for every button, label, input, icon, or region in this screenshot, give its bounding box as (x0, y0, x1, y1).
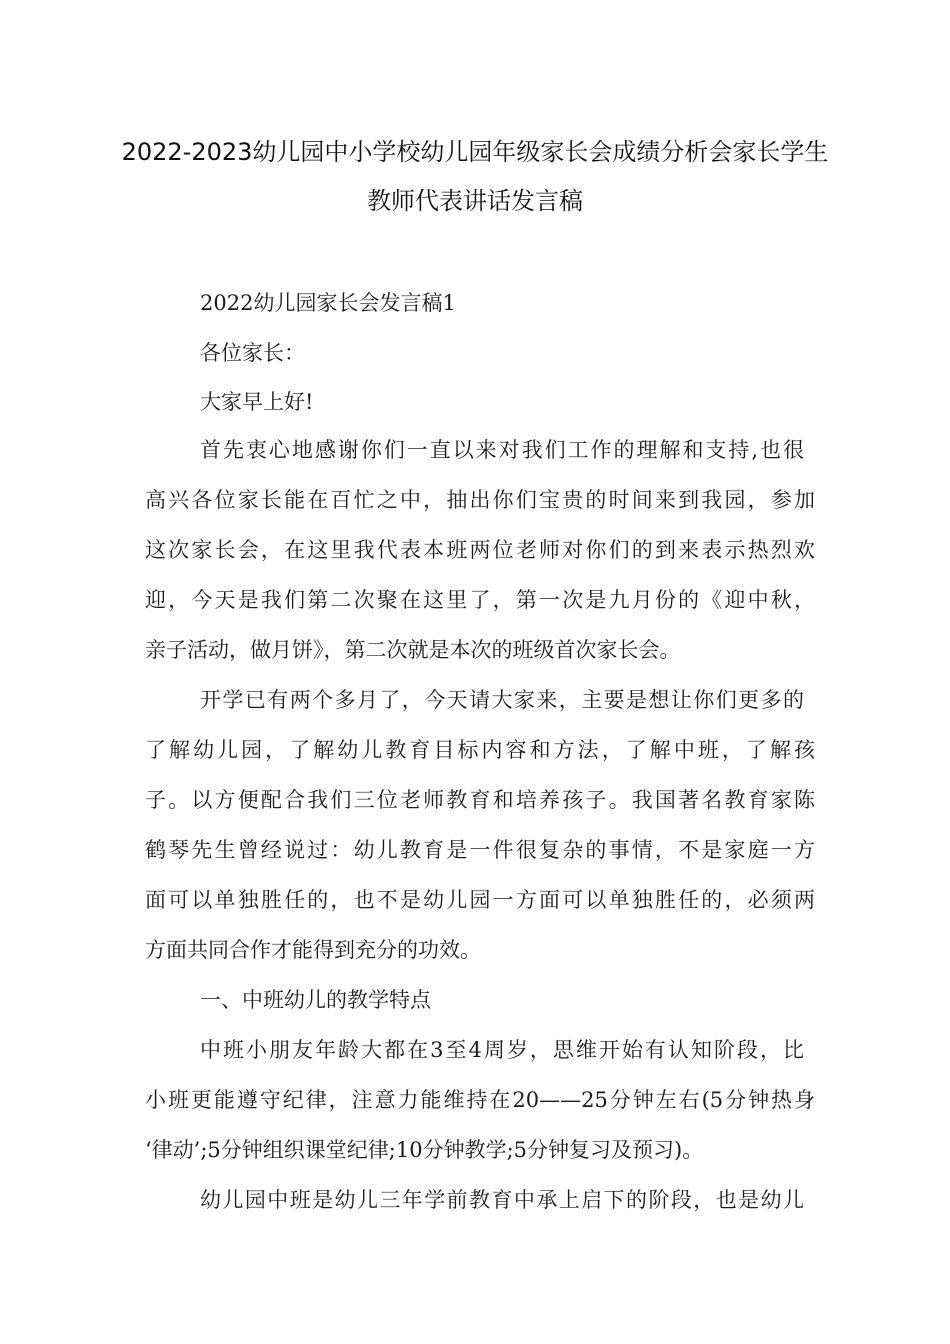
paragraph-3-line-3: ‘律动’;5分钟组织课堂纪律;10分钟教学;5分钟复习及预习)。 (145, 1138, 704, 1162)
paragraph-3-line-1: 中班小朋友年龄大都在3至4周岁，思维开始有认知阶段，比 (200, 1038, 804, 1062)
paragraph-2-line-2: 了解幼儿园，了解幼儿教育目标内容和方法，了解中班，了解孩 (145, 738, 815, 762)
section-heading: 2022幼儿园家长会发言稿1 (200, 291, 456, 315)
salutation: 各位家长： (200, 341, 305, 365)
paragraph-2-line-1: 开学已有两个多月了，今天请大家来，主要是想让你们更多的 (200, 688, 804, 712)
paragraph-1-line-5: 亲子活动，做月饼》，第二次就是本次的班级首次家长会。 (145, 638, 681, 662)
paragraph-4-line-1: 幼儿园中班是幼儿三年学前教育中承上启下的阶段，也是幼儿 (200, 1188, 804, 1212)
subheading: 一、中班幼儿的教学特点 (200, 988, 431, 1012)
paragraph-1-line-2: 高兴各位家长能在百忙之中，抽出你们宝贵的时间来到我园，参加 (145, 488, 815, 512)
paragraph-1-line-4: 迎，今天是我们第二次聚在这里了，第一次是九月份的《迎中秋， (145, 588, 815, 612)
paragraph-1-line-3: 这次家长会，在这里我代表本班两位老师对你们的到来表示热烈欢 (145, 538, 815, 562)
paragraph-2-line-6: 方面共同合作才能得到充分的功效。 (145, 938, 481, 962)
paragraph-2-line-4: 鹤琴先生曾经说过：幼儿教育是一件很复杂的事情，不是家庭一方 (145, 838, 815, 862)
greeting: 大家早上好! (200, 390, 314, 414)
paragraph-2-line-5: 面可以单独胜任的，也不是幼儿园一方面可以单独胜任的，必须两 (145, 888, 815, 912)
paragraph-1-line-1: 首先衷心地感谢你们一直以来对我们工作的理解和支持,也很 (200, 438, 804, 462)
document-title-line-1: 2022-2023幼儿园中小学校幼儿园年级家长会成绩分析会家长学生 (121, 138, 829, 166)
document-title-line-2: 教师代表讲话发言稿 (367, 187, 583, 215)
paragraph-3-line-2: 小班更能遵守纪律，注意力能维持在20——25分钟左右(5分钟热身 (145, 1088, 815, 1112)
paragraph-2-line-3: 子。以方便配合我们三位老师教育和培养孩子。我国著名教育家陈 (145, 788, 815, 812)
